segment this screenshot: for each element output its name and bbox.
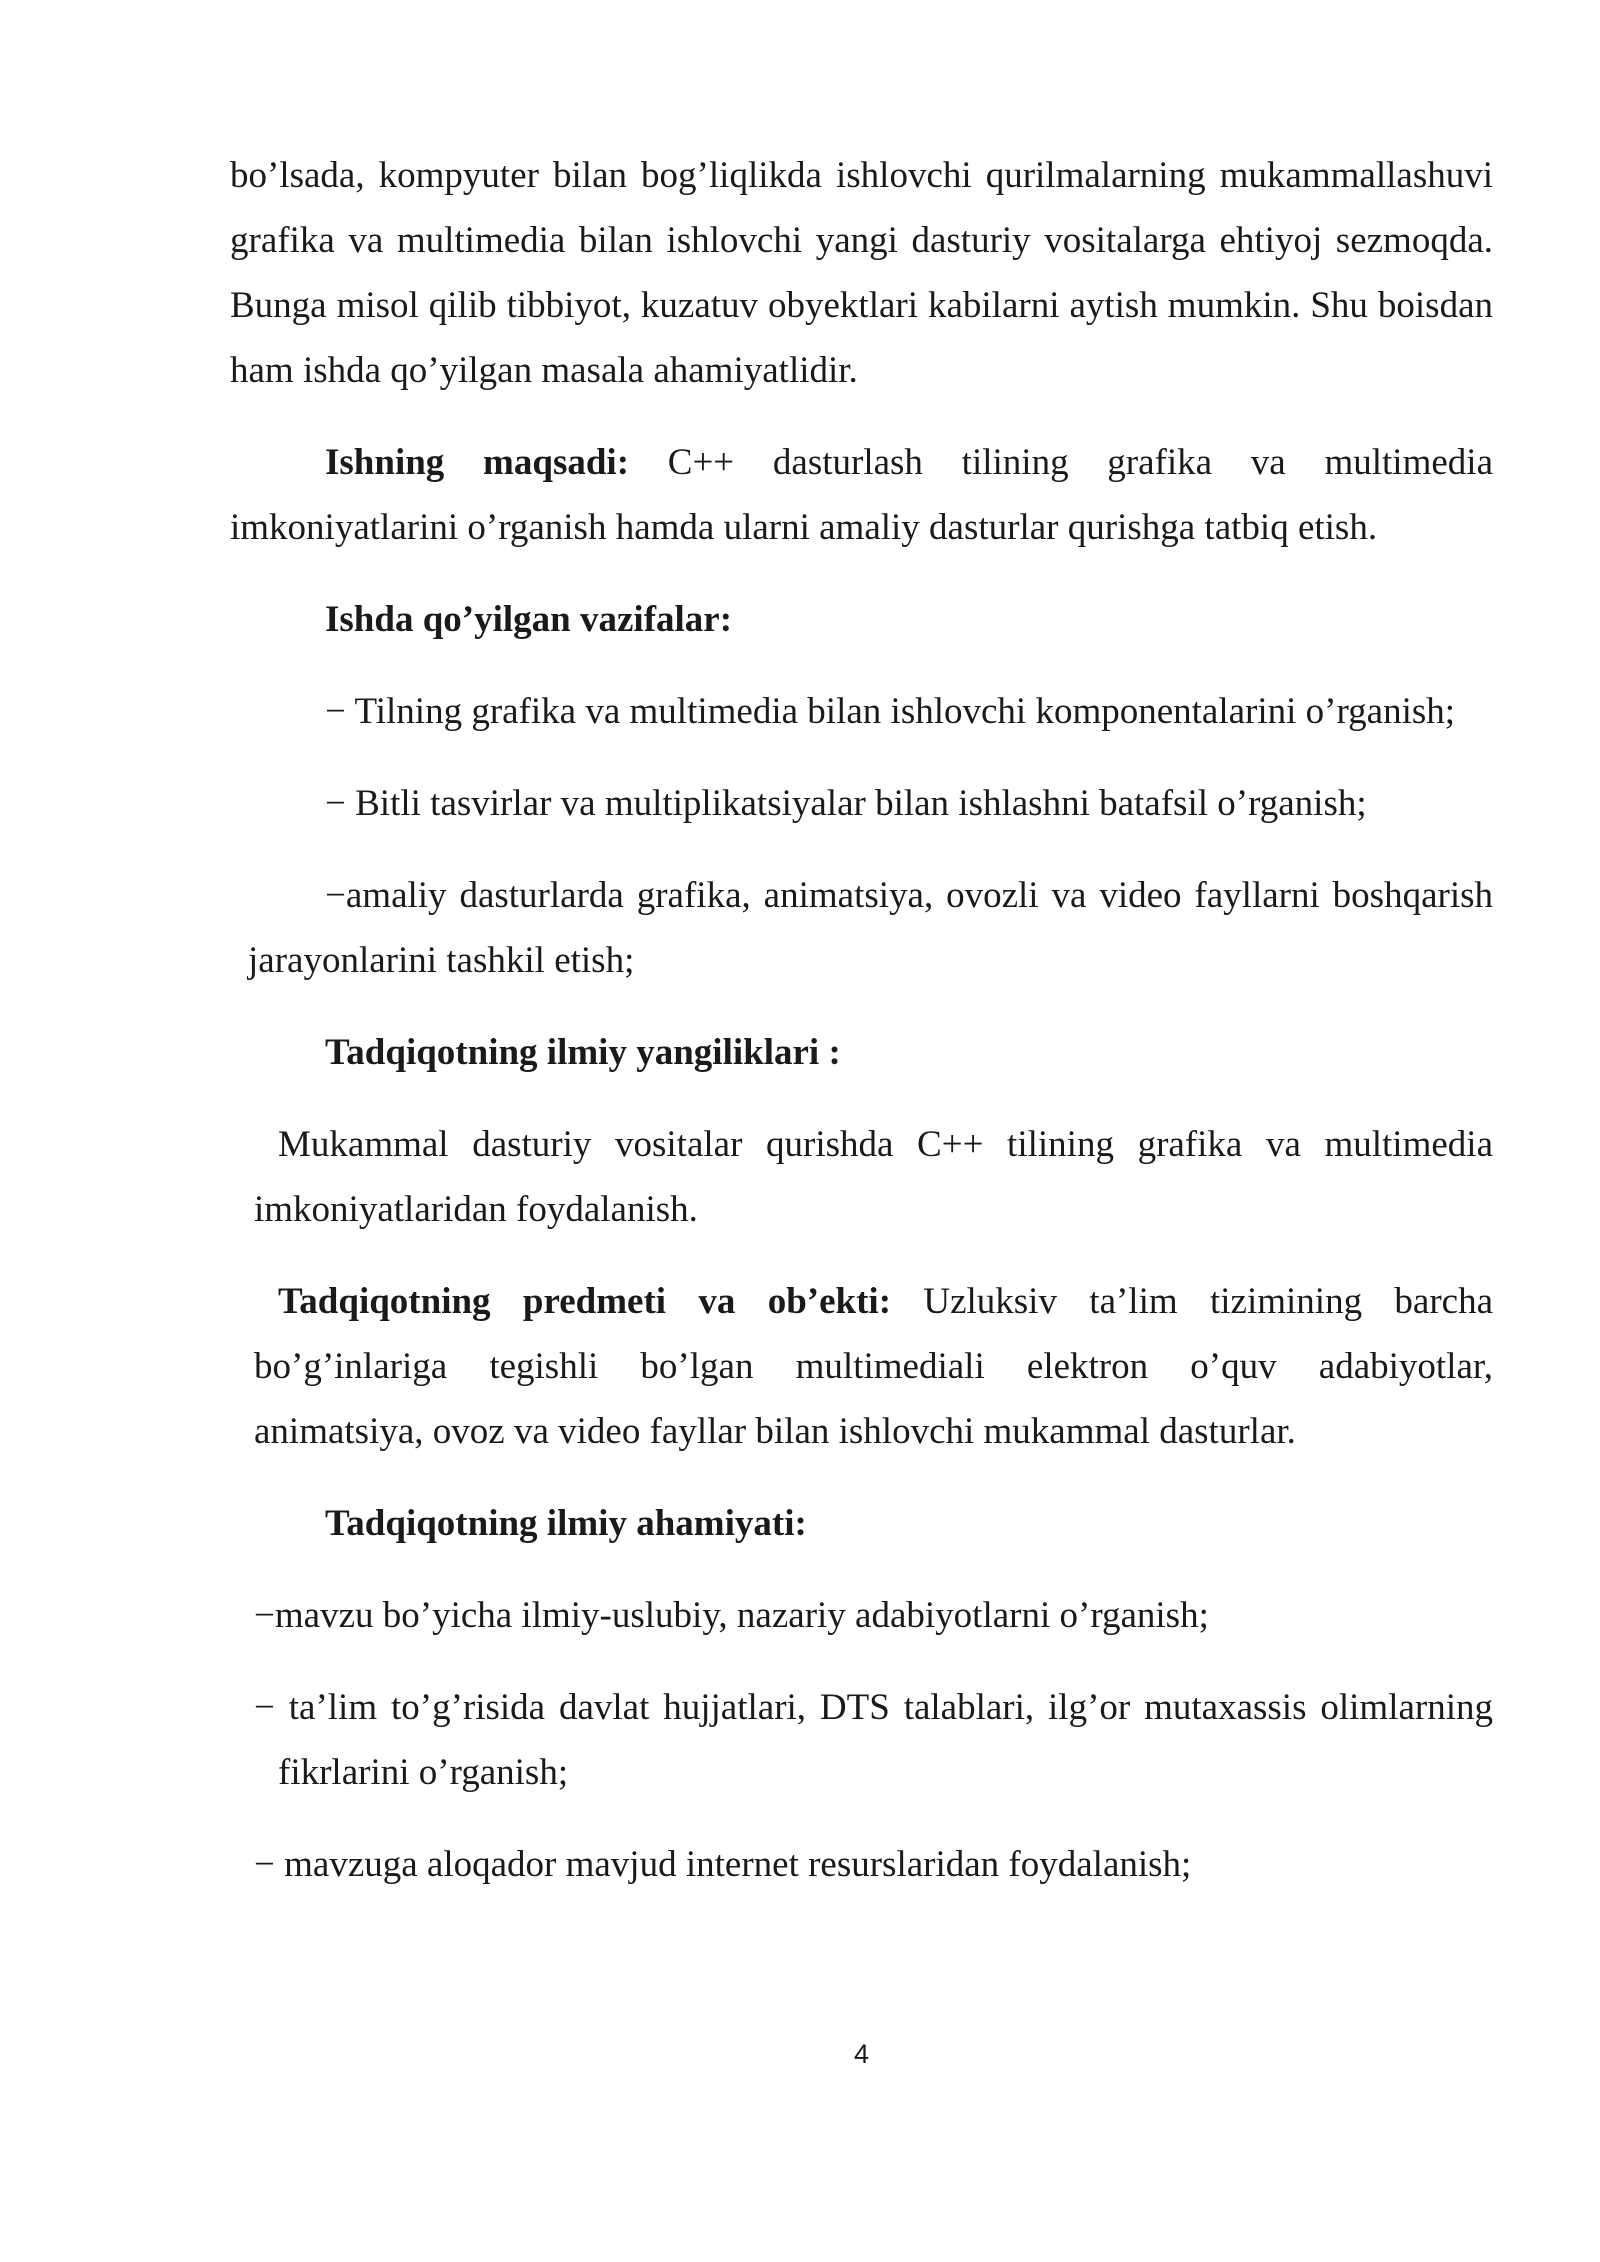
- goal-line-1: [325, 430, 1493, 495]
- goal-line-2: imkoniyatlarini o’rganish hamda ularni amaliy dasturlar qurishga tatbiq etish.: [230, 507, 1378, 548]
- novelty-line-2: imkoniyatlaridan foydalanish.: [254, 1189, 698, 1230]
- goal-label: Ishning maqsadi:: [325, 442, 630, 483]
- page-number: 4: [853, 2039, 870, 2069]
- intro-line-2: grafika va multimedia bilan ishlovchi yangi dasturiy vositalarga ehtiyoj sezmoqda.: [230, 220, 1493, 261]
- task-item-3-line-1: −amaliy dasturlarda grafika, animatsiya, ovozli va video fayllarni boshqarish: [325, 875, 1493, 916]
- intro-line-4: ham ishda qo’yilgan masala ahamiyatlidir.: [230, 350, 858, 391]
- task-item-1: − Tilning grafika va multimedia bilan ishlovchi komponentalarini o’rganish;: [325, 691, 1456, 732]
- goal-text: C++ dasturlash tilining grafika va multimedia: [629, 442, 1493, 483]
- significance-item-3: − mavzuga aloqador mavjud internet resurslaridan foydalanish;: [254, 1844, 1192, 1885]
- task-item-3-line-2: jarayonlarini tashkil etish;: [248, 940, 635, 981]
- novelty-line-1: Mukammal dasturiy vositalar qurishda C++ tilining grafika va multimedia: [278, 1124, 1493, 1165]
- subject-label: Tadqiqotning predmeti va ob’ekti:: [278, 1281, 892, 1322]
- tasks-heading: Ishda qo’yilgan vazifalar:: [325, 599, 733, 640]
- significance-heading: Tadqiqotning ilmiy ahamiyati:: [325, 1503, 807, 1544]
- document-page: [230, 0, 1493, 2262]
- novelty-heading: Tadqiqotning ilmiy yangiliklari :: [325, 1032, 841, 1073]
- subject-line-1: [278, 1269, 1493, 1334]
- significance-item-2-line-2: fikrlarini o’rganish;: [278, 1752, 569, 1793]
- significance-item-1: −mavzu bo’yicha ilmiy-uslubiy, nazariy adabiyotlarni o’rganish;: [254, 1595, 1209, 1636]
- significance-item-2-line-1: − ta’lim to’g’risida davlat hujjatlari, DTS talablari, ilg’or mutaxassis olimlarning: [254, 1687, 1493, 1728]
- subject-line-2: bo’g’inlariga tegishli bo’lgan multimediali elektron o’quv adabiyotlar,: [254, 1346, 1493, 1387]
- task-item-2: − Bitli tasvirlar va multiplikatsiyalar bilan ishlashni batafsil o’rganish;: [325, 783, 1367, 824]
- intro-line-1: bo’lsada, kompyuter bilan bog’liqlikda ishlovchi qurilmalarning mukammallashuvi: [230, 155, 1493, 196]
- subject-text: Uzluksiv ta’lim tizimining barcha: [891, 1281, 1493, 1322]
- subject-line-3: animatsiya, ovoz va video fayllar bilan ishlovchi mukammal dasturlar.: [254, 1411, 1296, 1452]
- intro-line-3: Bunga misol qilib tibbiyot, kuzatuv obyektlari kabilarni aytish mumkin. Shu boisdan: [230, 285, 1493, 326]
